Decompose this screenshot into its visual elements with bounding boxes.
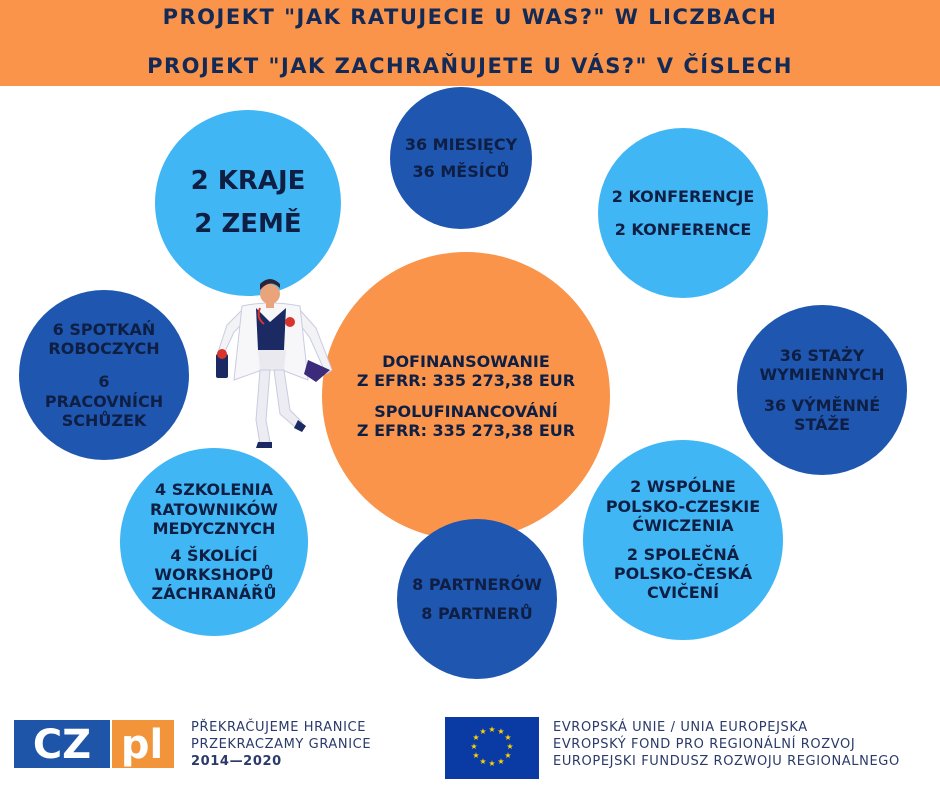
stat-circle-spotkania	[19, 290, 189, 460]
dofinansowanie-cz-line2: Z EFRR: 335 273,38 EUR	[356, 421, 576, 441]
stat-miesiace-cz: 36 MĚSÍCŮ	[412, 162, 510, 181]
svg-text:★: ★	[472, 733, 480, 742]
stat-partnerzy-cz: 8 PARTNERŮ	[421, 604, 533, 623]
svg-text:★: ★	[504, 751, 512, 760]
svg-text:★: ★	[497, 757, 505, 766]
eu-line-fund-pl: EUROPEJSKI FUNDUSZ ROZWOJU REGIONALNEGO	[553, 754, 900, 769]
program-line-cz: PŘEKRAČUJEME HRANICE	[191, 720, 367, 735]
stat-circle-konferencje	[598, 128, 768, 298]
stat-miesiace-pl: 36 MIESIĘCY	[404, 134, 518, 154]
svg-text:★: ★	[504, 733, 512, 742]
dofinansowanie-cz-line1: SPOLUFINANCOVÁNÍ	[374, 402, 558, 421]
stat-circle-partnerzy	[397, 519, 557, 679]
interreg-cz-pl-logo	[14, 720, 174, 768]
dofinansowanie-pl-line2: Z EFRR: 335 273,38 EUR	[356, 370, 576, 390]
dofinansowanie-pl-line1: DOFINANSOWANIE	[382, 351, 550, 371]
stat-partnerzy-pl: 8 PARTNERÓW	[412, 574, 542, 594]
eu-line-fund-cz: EVROPSKÝ FOND PRO REGIONÁLNÍ ROZVOJ	[553, 737, 856, 752]
stat-cwiczenia-pl: 2 WSPÓLNE POLSKO-CZESKIE ĆWICZENIA	[605, 477, 761, 535]
stat-konferencje-cz: 2 KONFERENCE	[614, 220, 752, 239]
stat-circle-miesiace	[390, 87, 532, 229]
stat-staze-cz: 36 VÝMĚNNÉ STÁŽE	[763, 396, 881, 435]
program-text	[191, 719, 371, 770]
eu-flag-icon	[445, 717, 539, 779]
svg-text:★: ★	[497, 727, 505, 736]
header-banner	[0, 0, 940, 86]
title-czech: PROJEKT "JAK ZACHRAŇUJETE U VÁS?" V ČÍSLECH	[147, 54, 793, 78]
svg-text:★: ★	[472, 751, 480, 760]
program-line-pl: PRZEKRACZAMY GRANICE	[191, 737, 372, 752]
paramedic-illustration	[212, 270, 338, 455]
svg-text:★: ★	[488, 725, 496, 734]
logo-pl-text: pl	[120, 722, 164, 768]
title-polish: PROJEKT "JAK RATUJECIE U WAS?" W LICZBACH	[162, 5, 778, 29]
svg-text:★: ★	[479, 727, 487, 736]
svg-text:★: ★	[488, 759, 496, 768]
stat-spotkania-pl: 6 SPOTKAŃ ROBOCZYCH	[48, 320, 160, 359]
svg-text:★: ★	[479, 757, 487, 766]
eu-fund-text	[553, 719, 900, 770]
stat-kraje-pl: 2 KRAJE	[190, 166, 306, 197]
stat-szkolenia-cz: 4 ŠKOLÍCÍ WORKSHOPŮ ZÁCHRANÁŘŮ	[151, 546, 277, 604]
stat-circle-szkolenia	[120, 448, 308, 636]
program-years: 2014—2020	[191, 754, 282, 769]
eu-line-union: EVROPSKÁ UNIE / UNIA EUROPEJSKA	[553, 720, 808, 735]
stat-kraje-cz: 2 ZEMĚ	[194, 209, 302, 239]
stat-spotkania-cz: 6 PRACOVNÍCH SCHŮZEK	[44, 372, 164, 430]
stat-circle-dofinansowanie	[322, 252, 610, 540]
stat-circle-kraje	[155, 110, 341, 296]
stat-circle-staze	[737, 305, 907, 475]
stat-szkolenia-pl: 4 SZKOLENIA RATOWNIKÓW MEDYCZNYCH	[150, 480, 278, 538]
stat-staze-pl: 36 STAŻY WYMIENNYCH	[759, 345, 885, 384]
stat-cwiczenia-cz: 2 SPOLEČNÁ POLSKO-ČESKÁ CVIČENÍ	[613, 545, 753, 603]
stat-circle-cwiczenia	[583, 440, 783, 640]
stat-konferencje-pl: 2 KONFERENCJE	[611, 186, 755, 206]
svg-text:★: ★	[470, 742, 478, 751]
svg-text:★: ★	[506, 742, 514, 751]
logo-cz-text: CZ	[32, 722, 92, 768]
